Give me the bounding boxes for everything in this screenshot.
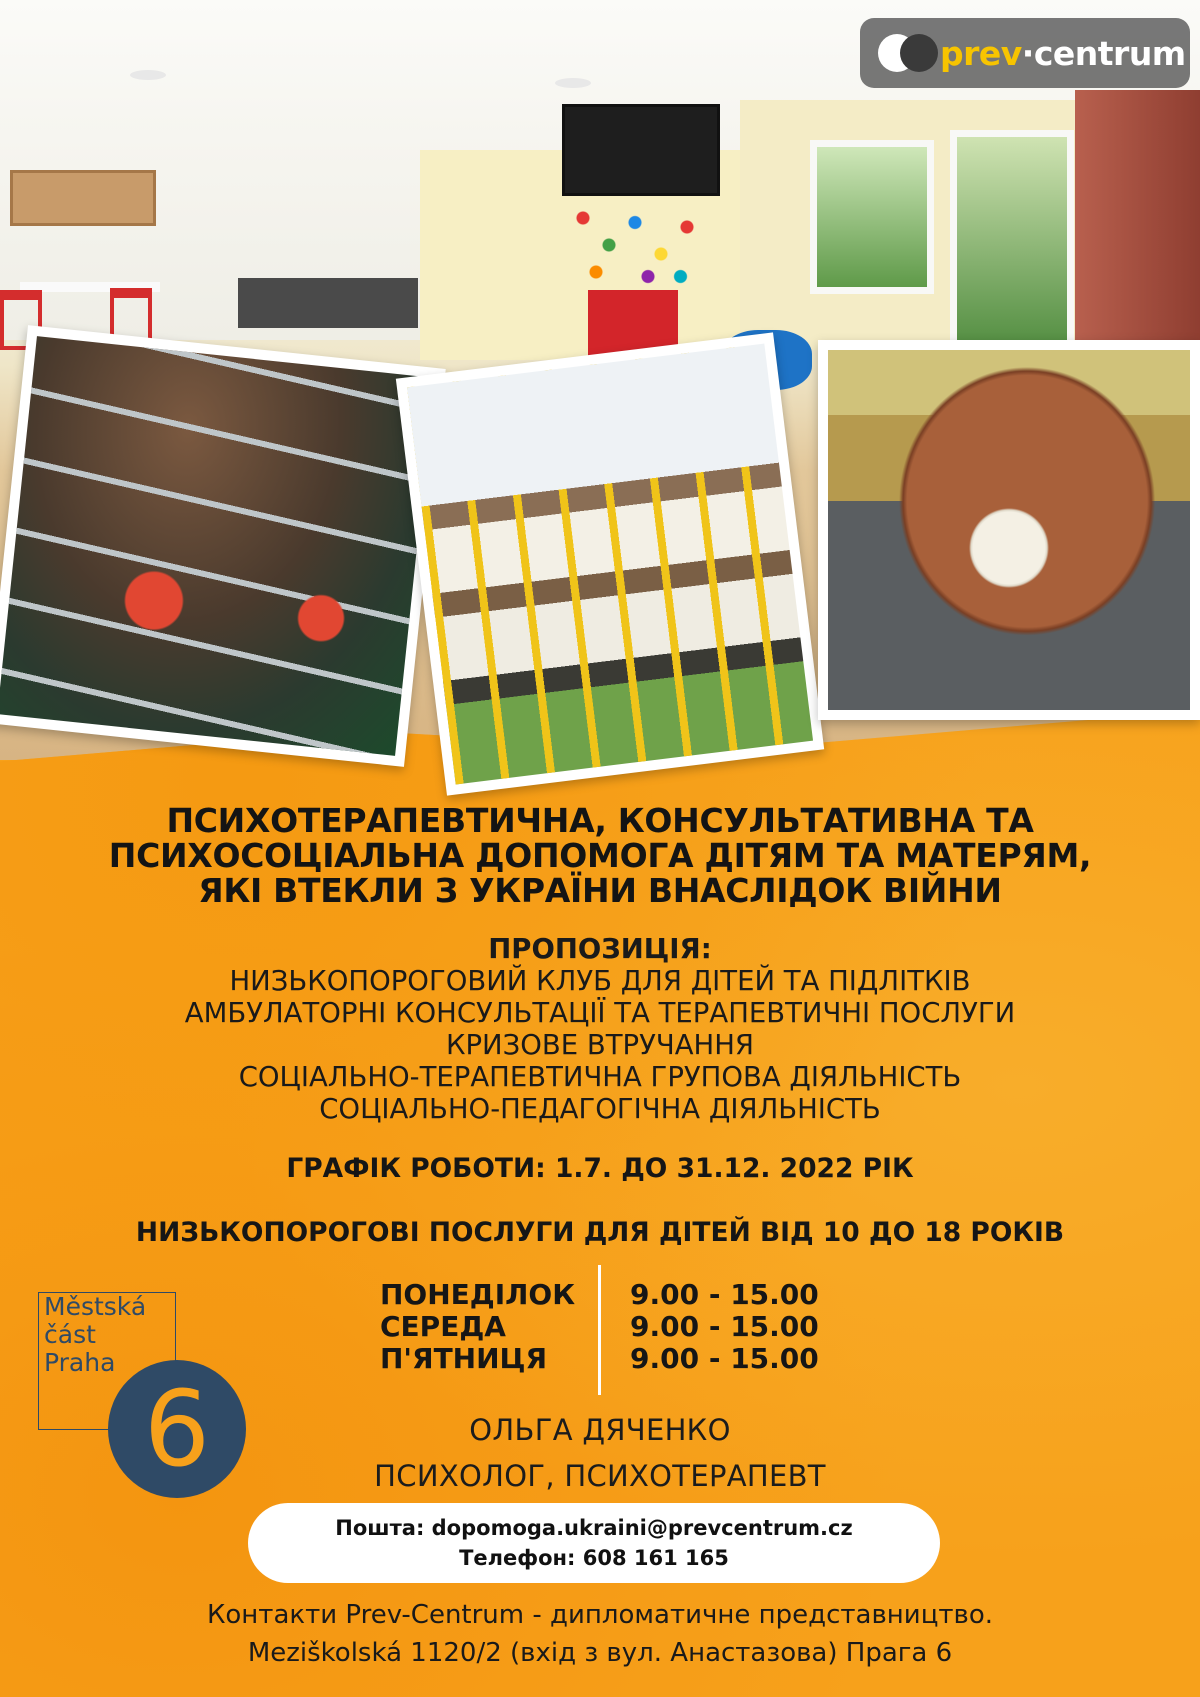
praha-logo-text: Městská část Praha	[44, 1292, 147, 1377]
time-value: 9.00 - 15.00	[630, 1342, 819, 1375]
title-line: ЯКІ ВТЕКЛИ З УКРАЇНИ ВНАСЛІДОК ВІЙНИ	[198, 871, 1002, 910]
hours-divider	[598, 1265, 601, 1395]
window	[950, 130, 1074, 364]
ceiling-light	[130, 70, 166, 80]
hours-times	[630, 1279, 830, 1375]
time-value: 9.00 - 15.00	[630, 1310, 819, 1343]
prev-centrum-logo	[860, 18, 1190, 88]
address-line: Контакти Prev-Centrum - дипломатичне представництво.	[206, 1600, 994, 1630]
logo-circles-icon	[878, 30, 938, 76]
ceiling-light	[555, 78, 591, 88]
curtain	[1075, 90, 1200, 340]
praha-logo-number: 6	[143, 1368, 211, 1490]
address-line: Meziškolská 1120/2 (вхід з вул. Анастазова) Прага 6	[247, 1638, 953, 1668]
page-title	[30, 803, 1170, 908]
photo-foosball	[0, 325, 446, 767]
time-value: 9.00 - 15.00	[630, 1278, 819, 1311]
offer-item: НИЗЬКОПОРОГОВИЙ КЛУБ ДЛЯ ДІТЕЙ ТА ПІДЛІТКІВ	[229, 965, 971, 997]
wall-decorations	[570, 200, 700, 290]
day-label: СЕРЕДА	[380, 1310, 506, 1343]
tv-screen	[562, 104, 720, 196]
day-label: П'ЯТНИЦЯ	[380, 1342, 548, 1375]
photo-ping-pong	[818, 340, 1200, 720]
offer-section	[30, 933, 1170, 1125]
offer-item: СОЦІАЛЬНО-ПЕДАГОГІЧНА ДІЯЛЬНІСТЬ	[319, 1093, 881, 1125]
offer-item: АМБУЛАТОРНІ КОНСУЛЬТАЦІЇ ТА ТЕРАПЕВТИЧНІ ПОСЛУГИ	[184, 997, 1016, 1029]
phone-line[interactable]: Телефон: 608 161 165	[459, 1546, 729, 1570]
title-line: ПСИХОТЕРАПЕВТИЧНА, КОНСУЛЬТАТИВНА ТА	[166, 801, 1034, 840]
foosball-table	[238, 278, 418, 328]
logo-text-centrum: ·centrum	[1021, 33, 1186, 73]
logo-text-prev: prev	[940, 33, 1022, 73]
wall-board	[10, 170, 156, 226]
email-line[interactable]: Пошта: dopomoga.ukraini@prevcentrum.cz	[335, 1516, 853, 1540]
offer-item: СОЦІАЛЬНО-ТЕРАПЕВТИЧНА ГРУПОВА ДІЯЛЬНІСТЬ	[238, 1061, 962, 1093]
day-label: ПОНЕДІЛОК	[380, 1278, 576, 1311]
hours-days	[380, 1279, 580, 1375]
contact-box	[248, 1503, 940, 1583]
work-schedule: ГРАФІК РОБОТИ: 1.7. ДО 31.12. 2022 РІК	[286, 1153, 914, 1184]
low-threshold-services: НИЗЬКОПОРОГОВІ ПОСЛУГИ ДЛЯ ДІТЕЙ ВІД 10 ДО 18 РОКІВ	[135, 1217, 1065, 1248]
offer-label: ПРОПОЗИЦІЯ:	[488, 933, 712, 965]
photo-building	[396, 332, 824, 795]
contact-name: ОЛЬГА ДЯЧЕНКО	[469, 1413, 731, 1447]
window	[810, 140, 934, 294]
title-line: ПСИХОСОЦІАЛЬНА ДОПОМОГА ДІТЯМ ТА МАТЕРЯМ,	[108, 836, 1092, 875]
opening-hours	[372, 1265, 832, 1395]
offer-item: КРИЗОВЕ ВТРУЧАННЯ	[445, 1029, 755, 1061]
contact-role: ПСИХОЛОГ, ПСИХОТЕРАПЕВТ	[374, 1459, 826, 1493]
